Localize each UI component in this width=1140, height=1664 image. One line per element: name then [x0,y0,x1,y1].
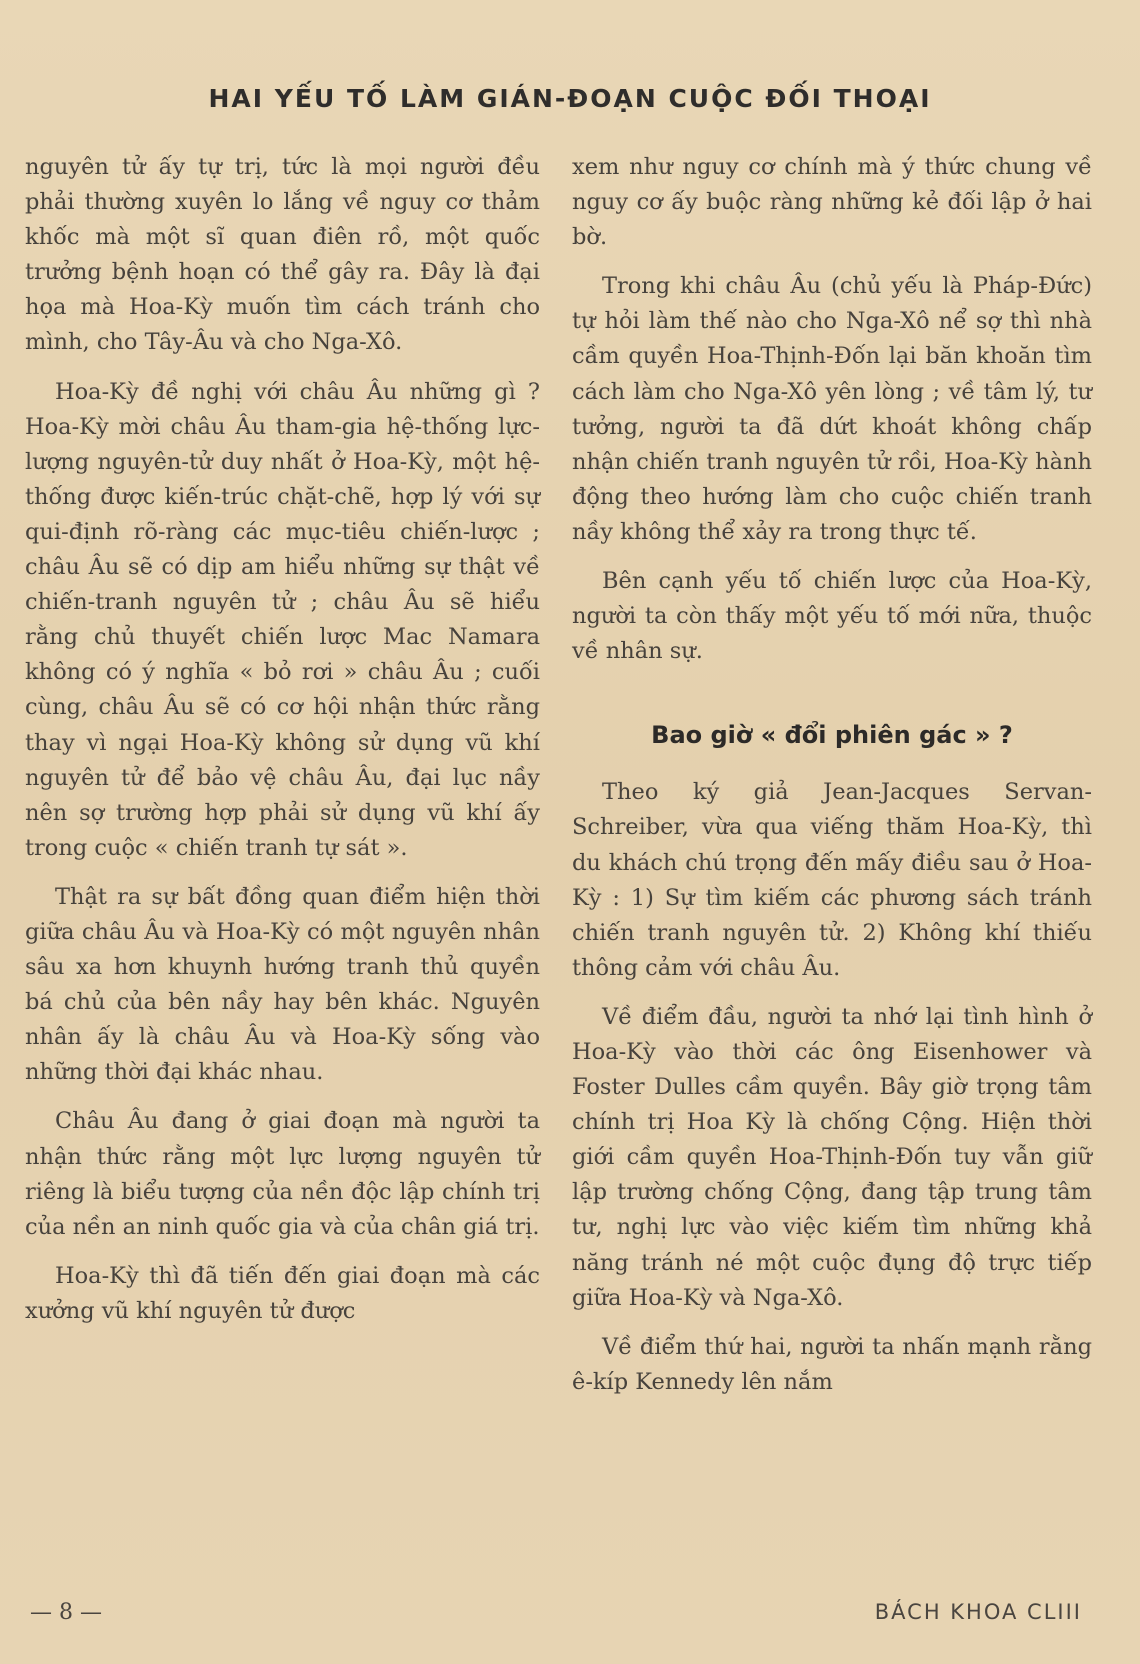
paragraph: Châu Âu đang ở giai đoạn mà người ta nhận thức rằng một lực lượng nguyên tử riêng là biểu tượng của nền độc lập chính trị của nền an ninh quốc gia và của chân giá trị. [25,1108,540,1240]
paragraph: Về điểm đầu, người ta nhớ lại tình hình ở Hoa-Kỳ vào thời các ông Eisenhower và Foster Dulles cầm quyền. Bây giờ trọng tâm chính trị Hoa Kỳ là chống Cộng. Hiện thời giới cầm quyền Hoa-Thịnh-Đốn tuy vẫn giữ lập trường chống Cộng, đang tập trung tâm tư, nghị lực vào việc kiếm tìm những khả năng tránh né một cuộc đụng độ trực tiếp giữa Hoa-Kỳ và Nga-Xô. [572,1003,1092,1311]
paragraph: Hoa-Kỳ thì đã tiến đến giai đoạn mà các xưởng vũ khí nguyên tử được [25,1262,540,1324]
section-heading: Bao giờ « đổi phiên gác » ? [651,721,1013,750]
paragraph: Theo ký giả Jean-Jacques Servan-Schreiber, vừa qua viếng thăm Hoa-Kỳ, thì du khách chú trọng đến mấy điều sau ở Hoa-Kỳ : 1) Sự tìm kiếm các phương sách tránh chiến tranh nguyên tử. 2) Không khí thiếu thông cảm với châu Âu. [572,779,1092,981]
paragraph: xem như nguy cơ chính mà ý thức chung về nguy cơ ấy buộc ràng những kẻ đối lập ở hai bờ. [572,154,1092,251]
magazine-issue: BÁCH KHOA CLIII [874,1600,1082,1624]
left-column [25,150,540,1343]
paragraph: Hoa-Kỳ đề nghị với châu Âu những gì ? Hoa-Kỳ mời châu Âu tham-gia hệ-thống lực-lượng nguyên-tử duy nhất ở Hoa-Kỳ, một hệ-thống được kiến-trúc chặt-chẽ, hợp lý với sự qui-định rõ-ràng các mục-tiêu chiến-lược ; châu Âu sẽ có dịp am hiểu những sự thật về chiến-tranh nguyên tử ; châu Âu sẽ hiểu rằng chủ thuyết chiến lược Mac Namara không có ý nghĩa « bỏ rơi » châu Âu ; cuối cùng, châu Âu sẽ có cơ hội nhận thức rằng thay vì ngại Hoa-Kỳ không sử dụng vũ khí nguyên tử để bảo vệ châu Âu, đại lục nầy nên sợ trường hợp phải sử dụng vũ khí ấy trong cuộc « chiến tranh tự sát ». [25,378,540,861]
page-number: — 8 — [30,1600,102,1625]
right-column [572,150,1092,1414]
running-title: HAI YẾU TỐ LÀM GIÁN-ĐOẠN CUỘC ĐỐI THOẠI [208,84,932,113]
paragraph: nguyên tử ấy tự trị, tức là mọi người đều phải thường xuyên lo lắng về nguy cơ thảm khốc mà một sĩ quan điên rồ, một quốc trưởng bệnh hoạn có thể gây ra. Đây là đại họa mà Hoa-Kỳ muốn tìm cách tránh cho mình, cho Tây-Âu và cho Nga-Xô. [25,154,540,356]
paragraph: Trong khi châu Âu (chủ yếu là Pháp-Đức) tự hỏi làm thế nào cho Nga-Xô nể sợ thì nhà cầm quyền Hoa-Thịnh-Đốn lại băn khoăn tìm cách làm cho Nga-Xô yên lòng ; về tâm lý, tư tưởng, người ta đã dứt khoát không chấp nhận chiến tranh nguyên tử rồi, Hoa-Kỳ hành động theo hướng làm cho cuộc chiến tranh nầy không thể xảy ra trong thực tế. [572,273,1092,545]
paragraph: Thật ra sự bất đồng quan điểm hiện thời giữa châu Âu và Hoa-Kỳ có một nguyên nhân sâu xa hơn khuynh hướng tranh thủ quyền bá chủ của bên nầy hay bên khác. Nguyên nhân ấy là châu Âu và Hoa-Kỳ sống vào những thời đại khác nhau. [25,883,540,1086]
paragraph: Bên cạnh yếu tố chiến lược của Hoa-Kỳ, người ta còn thấy một yếu tố mới nữa, thuộc về nhân sự. [572,568,1092,665]
paragraph: Về điểm thứ hai, người ta nhấn mạnh rằng ê-kíp Kennedy lên nắm [572,1333,1092,1395]
